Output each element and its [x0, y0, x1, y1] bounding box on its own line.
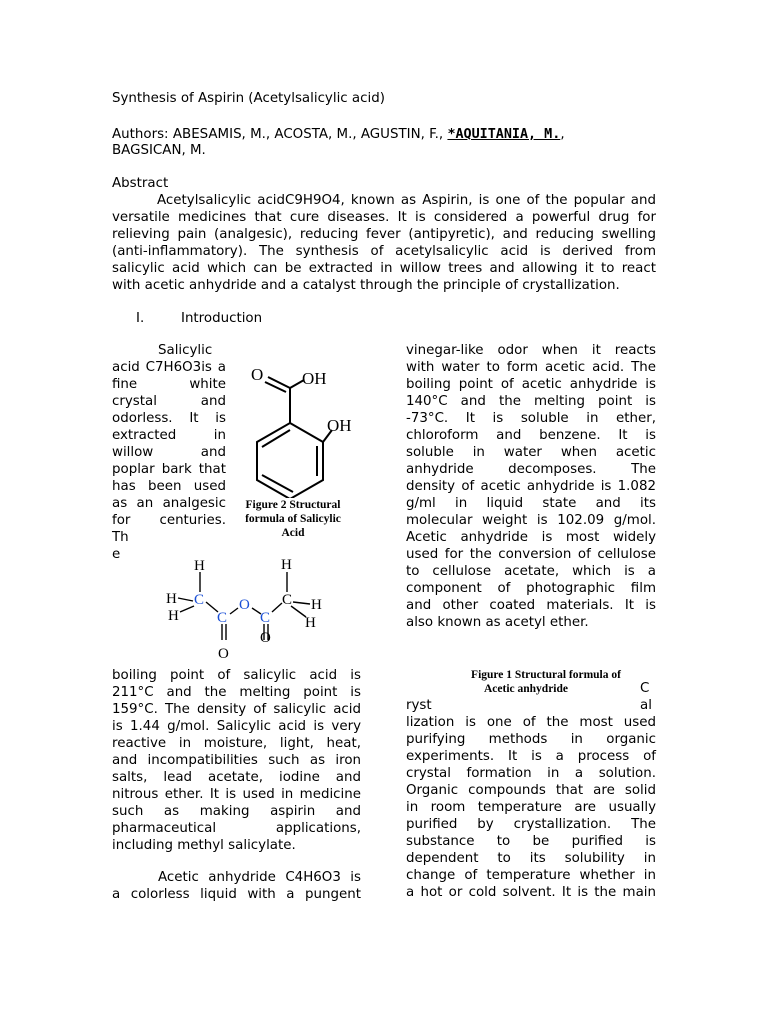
text-line: Salicylic [158, 343, 213, 358]
corresponding-author: *AQUITANIA, M. [447, 127, 561, 142]
text-line: lization is one of the most used [406, 715, 656, 730]
salicylic-acid-structure [240, 358, 370, 498]
abstract-line: versatile medicines that cure diseases. It is considered a powerful drug for [112, 210, 656, 225]
hydrogen-label: H [166, 591, 177, 607]
text-line: such as making aspirin and [112, 804, 361, 819]
caption-line: Acetic anhydride [483, 683, 568, 695]
authors-label: Authors: [112, 127, 169, 142]
text-line: a hot or cold solvent. It is the main [406, 885, 656, 900]
hydrogen-label: H [168, 608, 179, 624]
text-line: a colorless liquid with a pungent [112, 887, 361, 902]
text-line: pharmaceutical applications, [112, 821, 361, 836]
left-bottom-paragraph [112, 870, 361, 910]
text-line: with water to form acetic acid. The [406, 360, 656, 375]
text-line: chloroform and benzene. It is [406, 428, 656, 443]
figure2-caption [232, 498, 354, 540]
left-lower-column [112, 668, 361, 858]
text-line: molecular weight is 102.09 g/mol. [406, 513, 656, 528]
text-line: density of acetic anhydride is 1.082 [406, 479, 656, 494]
right-lower-column [406, 698, 656, 898]
carbon-label: C [194, 592, 205, 608]
text-line: poplar bark that [112, 462, 226, 477]
oxygen-label: O [260, 630, 271, 646]
text-line: boiling point of salicylic acid is [112, 668, 361, 683]
ring-double-bond [262, 475, 293, 492]
caption-line: Figure 2 Structural [245, 499, 341, 511]
text-line: Th [112, 530, 129, 545]
document-title: Synthesis of Aspirin (Acetylsalicylic acid) [112, 91, 385, 106]
authors-comma: , [560, 127, 565, 142]
text-line: used for the conversion of cellulose [406, 547, 656, 562]
text-line: experiments. It is a process of [406, 749, 656, 764]
text-line: change of temperature whether in [406, 868, 656, 883]
caption-line: Figure 1 Structural formula of [471, 669, 621, 681]
text-line: g/ml in liquid state and its [406, 496, 656, 511]
oxygen-label: O [239, 597, 250, 613]
text-line: Acetic anhydride C4H6O3 is [158, 870, 361, 885]
caption-line: formula of Salicylic [245, 513, 341, 525]
authors-line-2: BAGSICAN, M. [112, 143, 206, 158]
carbon-label: C [217, 610, 228, 626]
text-line: willow and [112, 445, 226, 460]
ring-double-bond [262, 430, 290, 447]
abstract-line: (anti-inflammatory). The synthesis of acetylsalicylic acid is derived from [112, 244, 656, 259]
right-upper-column [406, 343, 656, 633]
text-line: -73°C. It is soluble in ether, [406, 411, 656, 426]
oxygen-label: O [251, 365, 264, 384]
hydrogen-label: H [305, 615, 316, 631]
text-line: reactive in moisture, light, heat, [112, 736, 361, 751]
abstract-line: with acetic anhydride and a catalyst through the principle of crystallization. [112, 278, 620, 293]
hydrogen-label: H [194, 558, 205, 574]
text-line: crystal formation in a solution. [406, 766, 656, 781]
text-line: odorless. It is [112, 411, 226, 426]
text-line: ryst [406, 698, 432, 713]
carbon-label: C [260, 610, 271, 626]
text-line: as an analgesic [112, 496, 226, 511]
text-line: boiling point of acetic anhydride is [406, 377, 656, 392]
text-line: nitrous ether. It is used in medicine [112, 787, 361, 802]
text-line: 140°C and the melting point is [406, 394, 656, 409]
hydrogen-label: H [311, 597, 322, 613]
oxygen-label: O [218, 646, 229, 662]
text-line: Organic compounds that are solid [406, 783, 656, 798]
text-line: including methyl salicylate. [112, 838, 296, 853]
text-line: to cellulose acetate, which is a [406, 564, 656, 579]
phenol-oh-label: OH [327, 416, 352, 435]
carbon-label: C [282, 592, 293, 608]
text-line: Acetic anhydride is most widely [406, 530, 656, 545]
benzene-ring [257, 423, 323, 498]
text-line: substance to be purified is [406, 834, 656, 849]
text-line: purifying methods in organic [406, 732, 656, 747]
authors-line-1 [112, 127, 656, 144]
text-line: in room temperature are usually [406, 800, 656, 815]
authors-list: ABESAMIS, M., ACOSTA, M., AGUSTIN, F., [172, 127, 448, 142]
carbonyl-bond [268, 377, 290, 388]
left-narrow-column [112, 343, 226, 583]
dropcap-letter: C [640, 681, 650, 696]
text-line: 211°C and the melting point is [112, 685, 361, 700]
abstract-line: relieving pain (analgesic), reducing fever (antipyretic), and reducing swelling [112, 227, 656, 242]
text-line: purified by crystallization. The [406, 817, 656, 832]
text-line: vinegar-like odor when it reacts [406, 343, 656, 358]
text-line: dependent to its solubility in [406, 851, 656, 866]
figure1-caption [446, 668, 646, 696]
text-line: e [112, 547, 121, 562]
text-line: crystal and [112, 394, 226, 409]
text-line: fine white [112, 377, 226, 392]
text-line: for centuries. [112, 513, 226, 528]
text-line: anhydride decomposes. The [406, 462, 656, 477]
text-line: salts, lead acetate, iodine and [112, 770, 361, 785]
dropcap-continuation: al [640, 698, 652, 713]
text-line: extracted in [112, 428, 226, 443]
text-line: soluble in water when acetic [406, 445, 656, 460]
section-number: I. [136, 311, 145, 326]
abstract-line: Acetylsalicylic acidC9H9O4, known as Aspirin, is one of the popular and [157, 193, 656, 208]
section-title: Introduction [181, 311, 263, 326]
hydrogen-label: H [281, 557, 292, 573]
text-line: and incompatibilities such as iron [112, 753, 361, 768]
acetic-anhydride-structure [160, 552, 332, 664]
text-line: also known as acetyl ether. [406, 615, 589, 630]
text-line: is 1.44 g/mol. Salicylic acid is very [112, 719, 361, 734]
abstract-heading: Abstract [112, 176, 169, 191]
text-line: acid C7H6O3is a [112, 360, 226, 375]
text-line: has been used [112, 479, 226, 494]
caption-line: Acid [281, 527, 305, 539]
text-line: and other coated materials. It is [406, 598, 656, 613]
abstract-line: salicylic acid which can be extracted in willow trees and allowing it to react [112, 261, 656, 276]
text-line: 159°C. The density of salicylic acid [112, 702, 361, 717]
hydroxyl-label: OH [302, 369, 327, 388]
text-line: component of photographic film [406, 581, 656, 596]
